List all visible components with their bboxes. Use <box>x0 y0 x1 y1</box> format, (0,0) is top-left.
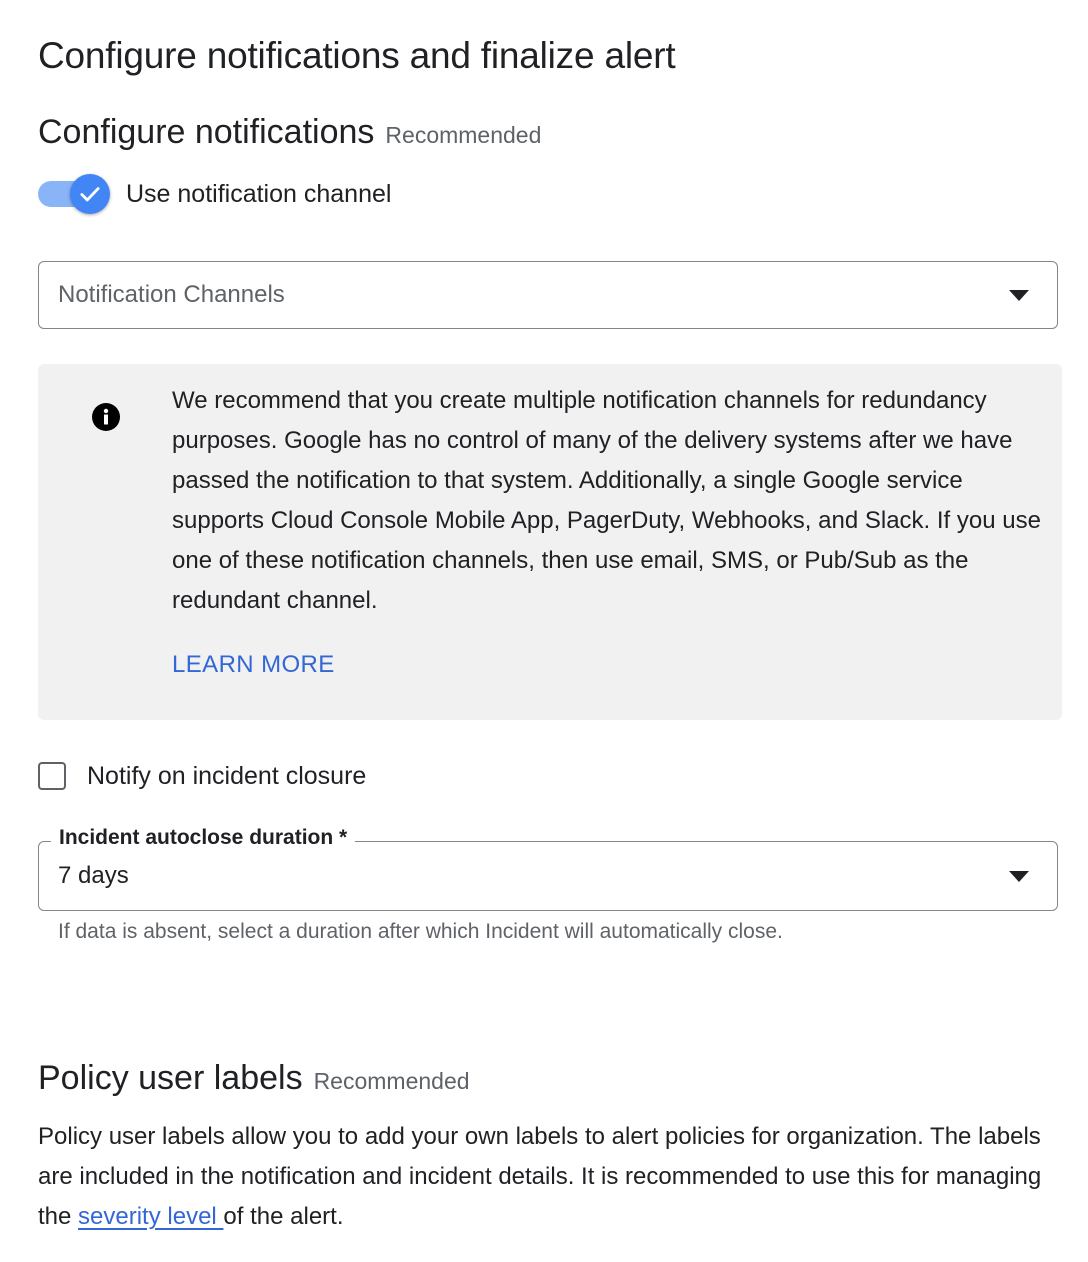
check-icon <box>77 181 103 207</box>
info-glyph <box>92 403 120 431</box>
severity-level-link[interactable]: severity level <box>78 1203 224 1230</box>
notification-channels-placeholder: Notification Channels <box>58 281 285 308</box>
autoclose-helper-text: If data is absent, select a duration after which Incident will automatically close. <box>58 920 783 943</box>
notification-channel-toggle-row <box>38 172 391 216</box>
notify-incident-closure-checkbox[interactable] <box>38 762 66 790</box>
labels-section-header <box>38 1058 470 1098</box>
autoclose-duration-value: 7 days <box>58 862 129 889</box>
labels-description-text: Policy user labels allow you to add your own labels to alert policies for organization. The labels are included in the notification and incident details. It is recommended to use this for managing the <box>38 1123 1042 1230</box>
arrow-drop-down-icon <box>1009 290 1029 301</box>
notifications-recommended-tag: Recommended <box>385 122 542 148</box>
labels-description-end: of the alert. <box>223 1203 344 1230</box>
incident-autoclose-duration-select[interactable] <box>38 826 1058 911</box>
page-title: Configure notifications and finalize alert <box>38 35 676 76</box>
use-notification-channel-label: Use notification channel <box>126 179 392 208</box>
notifications-section-title: Configure notifications <box>38 113 375 151</box>
learn-more-link[interactable]: LEARN MORE <box>172 651 335 678</box>
use-notification-channel-toggle[interactable] <box>38 172 112 216</box>
incident-closure-checkbox-row <box>38 758 366 794</box>
toggle-knob <box>70 174 110 214</box>
labels-recommended-tag: Recommended <box>313 1068 470 1094</box>
redundancy-info-box <box>38 364 1062 720</box>
labels-description <box>38 1117 1062 1237</box>
info-text: We recommend that you create multiple notification channels for redundancy purposes. Google has no control of many of the delivery systems after we have passed the notification to that system. Additionally, a single Google service supports Cloud Console Mobile App, PagerDuty, Webhooks, and Slack. If you use one of these notification channels, then use email, SMS, or Pub/Sub as the redundant channel. <box>172 387 1041 614</box>
arrow-drop-down-icon <box>1009 871 1029 882</box>
labels-section-title: Policy user labels <box>38 1059 303 1097</box>
notification-channels-select[interactable] <box>38 261 1058 329</box>
notify-incident-closure-label: Notify on incident closure <box>87 761 367 790</box>
info-icon <box>92 403 120 431</box>
notifications-section-header <box>38 112 541 152</box>
autoclose-duration-label: Incident autoclose duration * <box>51 826 355 850</box>
